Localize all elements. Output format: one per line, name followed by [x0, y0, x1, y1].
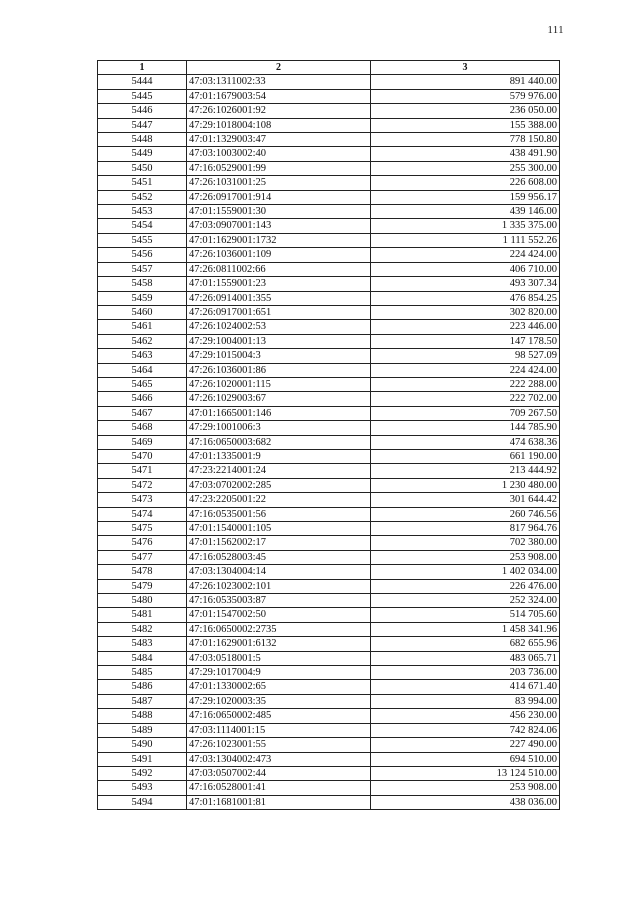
- table-row: [98, 262, 560, 276]
- cadastral-number-cell: 47:29:1015004:3: [187, 349, 371, 363]
- cadastral-number-cell: 47:26:0917001:651: [187, 305, 371, 319]
- row-number-cell: 5456: [98, 248, 187, 262]
- cadastral-number-cell: 47:01:1335001:9: [187, 449, 371, 463]
- table-row: [98, 565, 560, 579]
- cadastral-number-cell: 47:26:1031001:25: [187, 176, 371, 190]
- value-cell: 203 736.00: [371, 666, 560, 680]
- value-cell: 226 476.00: [371, 579, 560, 593]
- page-number: 111: [547, 25, 564, 36]
- cadastral-number-cell: 47:26:1024002:53: [187, 320, 371, 334]
- cadastral-number-cell: 47:26:1023002:101: [187, 579, 371, 593]
- row-number-cell: 5486: [98, 680, 187, 694]
- row-number-cell: 5467: [98, 406, 187, 420]
- row-number-cell: 5489: [98, 723, 187, 737]
- value-cell: 1 111 552.26: [371, 233, 560, 247]
- value-cell: 301 644.42: [371, 493, 560, 507]
- value-cell: 236 050.00: [371, 104, 560, 118]
- row-number-cell: 5494: [98, 795, 187, 809]
- cadastral-number-cell: 47:01:1330002:65: [187, 680, 371, 694]
- table-row: [98, 248, 560, 262]
- cadastral-number-cell: 47:26:1020001:115: [187, 377, 371, 391]
- row-number-cell: 5471: [98, 464, 187, 478]
- cadastral-number-cell: 47:16:0535001:56: [187, 507, 371, 521]
- cadastral-number-cell: 47:26:0917001:914: [187, 190, 371, 204]
- row-number-cell: 5472: [98, 478, 187, 492]
- table-row: [98, 118, 560, 132]
- row-number-cell: 5458: [98, 277, 187, 291]
- row-number-cell: 5449: [98, 147, 187, 161]
- table-row: [98, 435, 560, 449]
- value-cell: 483 065.71: [371, 651, 560, 665]
- row-number-cell: 5487: [98, 694, 187, 708]
- cadastral-number-cell: 47:29:1001006:3: [187, 421, 371, 435]
- value-cell: 226 608.00: [371, 176, 560, 190]
- cadastral-number-cell: 47:03:0507002:44: [187, 766, 371, 780]
- cadastral-number-cell: 47:03:1311002:33: [187, 75, 371, 89]
- row-number-cell: 5493: [98, 781, 187, 795]
- table-row: [98, 781, 560, 795]
- value-cell: 155 388.00: [371, 118, 560, 132]
- table-row: [98, 666, 560, 680]
- value-cell: 891 440.00: [371, 75, 560, 89]
- table-row: [98, 89, 560, 103]
- table-row: [98, 219, 560, 233]
- row-number-cell: 5477: [98, 550, 187, 564]
- row-number-cell: 5460: [98, 305, 187, 319]
- table-row: [98, 190, 560, 204]
- table-row: [98, 392, 560, 406]
- value-cell: 224 424.00: [371, 248, 560, 262]
- cadastral-number-cell: 47:26:0811002:66: [187, 262, 371, 276]
- header-row: [98, 61, 560, 75]
- cadastral-number-cell: 47:16:0528003:45: [187, 550, 371, 564]
- row-number-cell: 5468: [98, 421, 187, 435]
- table-row: [98, 694, 560, 708]
- table-body: [98, 75, 560, 810]
- cadastral-number-cell: 47:26:1036001:109: [187, 248, 371, 262]
- value-cell: 438 491.90: [371, 147, 560, 161]
- cadastral-number-cell: 47:29:1020003:35: [187, 694, 371, 708]
- cadastral-number-cell: 47:01:1559001:30: [187, 205, 371, 219]
- cadastral-number-cell: 47:16:0650003:682: [187, 435, 371, 449]
- cadastral-number-cell: 47:01:1681001:81: [187, 795, 371, 809]
- cadastral-number-cell: 47:26:1026001:92: [187, 104, 371, 118]
- value-cell: 144 785.90: [371, 421, 560, 435]
- row-number-cell: 5480: [98, 594, 187, 608]
- value-cell: 456 230.00: [371, 709, 560, 723]
- data-table: [97, 60, 560, 810]
- cadastral-number-cell: 47:16:0535003:87: [187, 594, 371, 608]
- table-row: [98, 406, 560, 420]
- cadastral-number-cell: 47:03:0702002:285: [187, 478, 371, 492]
- row-number-cell: 5473: [98, 493, 187, 507]
- value-cell: 414 671.40: [371, 680, 560, 694]
- table-row: [98, 522, 560, 536]
- row-number-cell: 5470: [98, 449, 187, 463]
- value-cell: 682 655.96: [371, 637, 560, 651]
- row-number-cell: 5484: [98, 651, 187, 665]
- table-row: [98, 305, 560, 319]
- value-cell: 1 402 034.00: [371, 565, 560, 579]
- value-cell: 474 638.36: [371, 435, 560, 449]
- row-number-cell: 5451: [98, 176, 187, 190]
- value-cell: 709 267.50: [371, 406, 560, 420]
- table-row: [98, 464, 560, 478]
- value-cell: 742 824.06: [371, 723, 560, 737]
- value-cell: 222 288.00: [371, 377, 560, 391]
- row-number-cell: 5490: [98, 738, 187, 752]
- value-cell: 406 710.00: [371, 262, 560, 276]
- table-row: [98, 291, 560, 305]
- cadastral-number-cell: 47:01:1562002:17: [187, 536, 371, 550]
- value-cell: 223 446.00: [371, 320, 560, 334]
- cadastral-number-cell: 47:03:1304002:473: [187, 752, 371, 766]
- value-cell: 98 527.09: [371, 349, 560, 363]
- cadastral-number-cell: 47:23:2205001:22: [187, 493, 371, 507]
- table-row: [98, 622, 560, 636]
- value-cell: 253 908.00: [371, 781, 560, 795]
- row-number-cell: 5465: [98, 377, 187, 391]
- cadastral-number-cell: 47:03:0907001:143: [187, 219, 371, 233]
- table-row: [98, 680, 560, 694]
- row-number-cell: 5476: [98, 536, 187, 550]
- table-row: [98, 738, 560, 752]
- value-cell: 224 424.00: [371, 363, 560, 377]
- cadastral-number-cell: 47:01:1665001:146: [187, 406, 371, 420]
- row-number-cell: 5454: [98, 219, 187, 233]
- value-cell: 778 150.80: [371, 133, 560, 147]
- table-header: [98, 61, 560, 75]
- table-row: [98, 507, 560, 521]
- cadastral-number-cell: 47:01:1540001:105: [187, 522, 371, 536]
- cadastral-number-cell: 47:01:1679003:54: [187, 89, 371, 103]
- row-number-cell: 5469: [98, 435, 187, 449]
- row-number-cell: 5452: [98, 190, 187, 204]
- table-row: [98, 205, 560, 219]
- row-number-cell: 5445: [98, 89, 187, 103]
- value-cell: 159 956.17: [371, 190, 560, 204]
- table-row: [98, 133, 560, 147]
- row-number-cell: 5483: [98, 637, 187, 651]
- row-number-cell: 5444: [98, 75, 187, 89]
- row-number-cell: 5481: [98, 608, 187, 622]
- value-cell: 694 510.00: [371, 752, 560, 766]
- table-row: [98, 651, 560, 665]
- table-row: [98, 709, 560, 723]
- value-cell: 661 190.00: [371, 449, 560, 463]
- table-row: [98, 320, 560, 334]
- value-cell: 476 854.25: [371, 291, 560, 305]
- cadastral-number-cell: 47:16:0529001:99: [187, 161, 371, 175]
- cadastral-number-cell: 47:16:0650002:2735: [187, 622, 371, 636]
- cadastral-number-cell: 47:03:1114001:15: [187, 723, 371, 737]
- cadastral-number-cell: 47:26:1023001:55: [187, 738, 371, 752]
- row-number-cell: 5474: [98, 507, 187, 521]
- table-row: [98, 104, 560, 118]
- cadastral-number-cell: 47:26:0914001:355: [187, 291, 371, 305]
- row-number-cell: 5447: [98, 118, 187, 132]
- table-row: [98, 637, 560, 651]
- table-row: [98, 147, 560, 161]
- row-number-cell: 5478: [98, 565, 187, 579]
- row-number-cell: 5464: [98, 363, 187, 377]
- cadastral-number-cell: 47:16:0528001:41: [187, 781, 371, 795]
- table-row: [98, 752, 560, 766]
- value-cell: 83 994.00: [371, 694, 560, 708]
- table-row: [98, 594, 560, 608]
- row-number-cell: 5459: [98, 291, 187, 305]
- column-header-2: 2: [187, 61, 371, 75]
- row-number-cell: 5491: [98, 752, 187, 766]
- table-row: [98, 493, 560, 507]
- value-cell: 213 444.92: [371, 464, 560, 478]
- table-row: [98, 176, 560, 190]
- table-row: [98, 233, 560, 247]
- value-cell: 255 300.00: [371, 161, 560, 175]
- value-cell: 817 964.76: [371, 522, 560, 536]
- cadastral-number-cell: 47:01:1547002:50: [187, 608, 371, 622]
- table-row: [98, 277, 560, 291]
- row-number-cell: 5461: [98, 320, 187, 334]
- row-number-cell: 5450: [98, 161, 187, 175]
- value-cell: 1 230 480.00: [371, 478, 560, 492]
- table-row: [98, 579, 560, 593]
- table-row: [98, 421, 560, 435]
- row-number-cell: 5485: [98, 666, 187, 680]
- row-number-cell: 5492: [98, 766, 187, 780]
- table-row: [98, 161, 560, 175]
- row-number-cell: 5475: [98, 522, 187, 536]
- row-number-cell: 5482: [98, 622, 187, 636]
- cadastral-number-cell: 47:01:1329003:47: [187, 133, 371, 147]
- cadastral-number-cell: 47:29:1018004:108: [187, 118, 371, 132]
- value-cell: 439 146.00: [371, 205, 560, 219]
- value-cell: 579 976.00: [371, 89, 560, 103]
- value-cell: 253 908.00: [371, 550, 560, 564]
- row-number-cell: 5457: [98, 262, 187, 276]
- value-cell: 514 705.60: [371, 608, 560, 622]
- table-row: [98, 550, 560, 564]
- cadastral-number-cell: 47:29:1004001:13: [187, 334, 371, 348]
- row-number-cell: 5446: [98, 104, 187, 118]
- column-header-1: 1: [98, 61, 187, 75]
- cadastral-number-cell: 47:01:1629001:6132: [187, 637, 371, 651]
- cadastral-number-cell: 47:03:1003002:40: [187, 147, 371, 161]
- value-cell: 222 702.00: [371, 392, 560, 406]
- value-cell: 302 820.00: [371, 305, 560, 319]
- table-row: [98, 377, 560, 391]
- row-number-cell: 5455: [98, 233, 187, 247]
- value-cell: 260 746.56: [371, 507, 560, 521]
- column-header-3: 3: [371, 61, 560, 75]
- value-cell: 252 324.00: [371, 594, 560, 608]
- row-number-cell: 5488: [98, 709, 187, 723]
- cadastral-number-cell: 47:29:1017004:9: [187, 666, 371, 680]
- row-number-cell: 5448: [98, 133, 187, 147]
- row-number-cell: 5479: [98, 579, 187, 593]
- value-cell: 493 307.34: [371, 277, 560, 291]
- row-number-cell: 5462: [98, 334, 187, 348]
- table-row: [98, 334, 560, 348]
- row-number-cell: 5463: [98, 349, 187, 363]
- table-row: [98, 75, 560, 89]
- cadastral-number-cell: 47:23:2214001:24: [187, 464, 371, 478]
- table-row: [98, 795, 560, 809]
- cadastral-number-cell: 47:03:0518001:5: [187, 651, 371, 665]
- cadastral-number-cell: 47:26:1036001:86: [187, 363, 371, 377]
- row-number-cell: 5466: [98, 392, 187, 406]
- row-number-cell: 5453: [98, 205, 187, 219]
- value-cell: 438 036.00: [371, 795, 560, 809]
- value-cell: 1 458 341.96: [371, 622, 560, 636]
- value-cell: 702 380.00: [371, 536, 560, 550]
- cadastral-number-cell: 47:01:1559001:23: [187, 277, 371, 291]
- cadastral-number-cell: 47:26:1029003:67: [187, 392, 371, 406]
- cadastral-number-cell: 47:01:1629001:1732: [187, 233, 371, 247]
- table-row: [98, 536, 560, 550]
- table-row: [98, 449, 560, 463]
- value-cell: 227 490.00: [371, 738, 560, 752]
- cadastral-number-cell: 47:03:1304004:14: [187, 565, 371, 579]
- value-cell: 1 335 375.00: [371, 219, 560, 233]
- value-cell: 147 178.50: [371, 334, 560, 348]
- table-row: [98, 723, 560, 737]
- table-row: [98, 608, 560, 622]
- table-row: [98, 349, 560, 363]
- value-cell: 13 124 510.00: [371, 766, 560, 780]
- table-row: [98, 766, 560, 780]
- table-row: [98, 478, 560, 492]
- table-row: [98, 363, 560, 377]
- cadastral-number-cell: 47:16:0650002:485: [187, 709, 371, 723]
